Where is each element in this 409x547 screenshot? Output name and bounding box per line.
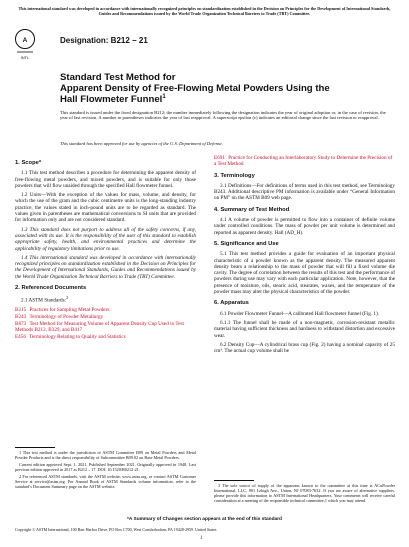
scope-1-1: 1.1 This test method describes a procedure for determining the apparent density of free-flowing metal powders, and mixed powders, and is suitable for only those powders that will flow unaided through the specified Hall flowmeter funnel.	[15, 170, 196, 189]
terminology-3-1: 3.1 Definitions—For definitions of terms used in this test method, see Terminology B243. Additional descriptive PM information is available under “General Information on PM” on the ASTM B09 web page.	[214, 182, 395, 202]
footnote-divider-right	[214, 480, 254, 481]
ref-item[interactable]	[214, 155, 395, 168]
apparatus-heading: 6. Apparatus	[214, 300, 249, 307]
summary-of-changes-note: *A Summary of Changes section appears at the end of this standard	[127, 517, 282, 522]
title-line-3	[60, 94, 360, 105]
ref-item[interactable]	[15, 307, 196, 313]
ref-item[interactable]	[15, 314, 196, 320]
apparatus-6-1: 6.1 Powder Flowmeter Funnel—A calibrated Hall flowmeter funnel (Fig. 1).	[220, 310, 380, 317]
ref-code[interactable]: E691	[214, 155, 225, 161]
ref-code[interactable]: B243	[15, 314, 27, 321]
scope-1-2: 1.2 Units—With the exception of the values for mass, volume, and density, for which the use of the gram and the cubic centimetre units is the long-standing industry practice, the values stated in inch-pound units are to be regarded as standard. The values given in parentheses are mathematical conversions to SI units that are provided for information only and are not considered standard.	[15, 192, 196, 224]
left-column	[15, 155, 196, 341]
designation: Designation: B212 − 21	[60, 36, 148, 45]
significance-heading: 5. Significance and Use	[214, 240, 279, 247]
astm-standards-label: 2.1 ASTM Standards:	[21, 298, 67, 305]
footnote-1: 1 This test method is under the jurisdiction of ASTM Committee B09 on Metal Powders and Metal Powder Products and is the direct responsibility of Subcommittee B09.02 on Base Metal Powders.	[15, 450, 196, 460]
title-line-2: Apparent Density of Free-Flowing Metal Powders Using the	[60, 83, 330, 94]
scope-1-4: 1.4 This international standard was developed in accordance with internationally recognized principles on standardization established in the Decision on Principles for the Development of International Standards, Guides and Recommendations issued by the World Trade Organization Technical Barriers to Trade (TBT) Committee.	[15, 254, 196, 280]
footnote-2: 2 For referenced ASTM standards, visit the ASTM website, www.astm.org, or contact ASTM Customer Service at service@astm.org. For Annual Book of ASTM Standards volume information, refer to the standard’s Document Summary page on the ASTM website.	[15, 474, 196, 489]
ref-code[interactable]: E456	[15, 334, 26, 341]
ref-title[interactable]: Practices for Sampling Metal Powders	[29, 307, 110, 314]
footnote-divider-left	[15, 447, 55, 448]
right-column	[214, 155, 395, 357]
title-footnote-mark: 1	[162, 93, 166, 100]
title-line-1: Standard Test Method for	[60, 72, 176, 83]
summary-4-1: 4.1 A volume of powder is permitted to flow into a container of definite volume under controlled conditions. The mass of powder per unit volume is determined and reported as apparent density. Hall (AD_H).	[214, 217, 395, 236]
ref-title[interactable]: Test Method for Measuring Volume of Apparent Density Cup Used in Test Methods B212, B329, and B417	[15, 320, 184, 334]
svg-text:INTL: INTL	[20, 55, 30, 60]
ref-item[interactable]	[15, 334, 196, 340]
significance-5-1: 5.1 This test method provides a guide for evaluation of an important physical characteristic of a powder known as the apparent density. The measured apparent density bears a relationship to the mass of powder that will fill a fixed volume die cavity. The degree of correlation between the results of this test and the performance of powders during use may vary with each particular application. Note, however, that the presence of moisture, oils, stearic acid, stearates, waxes, and the temperature of the powder mass may alter the physical characteristics of the powder.	[214, 251, 395, 296]
title-line-3-text: Hall Flowmeter Funnel	[60, 94, 163, 105]
referenced-documents-heading: 2. Referenced Documents	[15, 285, 87, 292]
apparatus-6-1-1: 6.1.1 The funnel shall be made of a non-magnetic, corrosion-resistant metallic material having sufficient thickness and hardness to withstand distortion and excessive wear.	[214, 319, 395, 339]
copyright-line: Copyright © ASTM International, 100 Barr Harbor Drive, PO Box C700, West Conshohocken, PA 19428-2959. United States	[15, 527, 217, 532]
document-title	[60, 72, 360, 105]
apparatus-6-2: 6.2 Density Cup—A cylindrical brass cup (Fig. 2) having a nominal capacity of 25 cm³. The actual cup volume shall be	[214, 341, 395, 355]
ref-title[interactable]: Terminology Relating to Quality and Statistics	[29, 334, 126, 341]
ref-code[interactable]: B215	[15, 307, 27, 314]
footnotes-right	[214, 483, 395, 505]
ref-title[interactable]: Terminology of Powder Metallurgy	[29, 314, 104, 321]
ref-code[interactable]: B873	[15, 320, 27, 327]
footnotes-left	[15, 450, 196, 491]
issued-note: This standard is issued under the fixed designation B212; the number immediately following the designation indicates the year of original adoption or, in the case of revision, the year of last revision. A number in parentheses indicates the year of last reapproval. A superscript epsilon (ε) indicates an editorial change since the last revision or reapproval.	[60, 110, 386, 121]
footnote-3: 3 The sole source of supply of the apparatus known to the committee at this time is ACuPowder International, LLC, 901 Lehigh Ave., Union, NJ 07083-7632. If you are aware of alternative suppliers, please provide this information to ASTM International Headquarters. Your comments will receive careful consideration at a meeting of the responsible technical committee,1 which you may attend.	[214, 483, 395, 503]
scope-1-3: 1.3 This standard does not purport to address all of the safety concerns, if any, associated with its use. It is the responsibility of the user of this standard to establish appropriate safety, health, and environmental practices and determine the applicability of regulatory limitations prior to use.	[15, 226, 196, 252]
astm-logo	[14, 28, 36, 62]
ref-title[interactable]: Practice for Conducting an Interlaboratory Study to Determine the Precision of a Test Method	[214, 155, 393, 168]
terminology-heading: 3. Terminology	[214, 172, 255, 179]
ref-item[interactable]	[15, 321, 196, 334]
footnote-1-edition: Current edition approved Sept. 1, 2021. Published September 2021. Originally approved in 1948. Last previous edition approved in 2017 as B212 – 17. DOI: 10.1520/B0212-21.	[15, 462, 196, 472]
scope-heading: 1. Scope*	[15, 160, 42, 166]
svg-text:A: A	[22, 37, 28, 44]
international-standard-notice: This international standard was developed in accordance with internationally recognized principles on standardization established in the Decision on Principles for the Development of International Standards, Guides and Recommendations issued by the World Trade Organization Technical Barriers to Trade (TBT) Committee.	[18, 6, 391, 16]
summary-heading: 4. Summary of Test Method	[214, 206, 290, 213]
dod-approval-note: This standard has been approved for use by agencies of the U.S. Department of Defense.	[60, 141, 223, 146]
astm-standards-footnote-mark: 2	[66, 295, 69, 301]
page-number: 1	[200, 536, 203, 541]
astm-standards-subheading	[15, 295, 196, 304]
